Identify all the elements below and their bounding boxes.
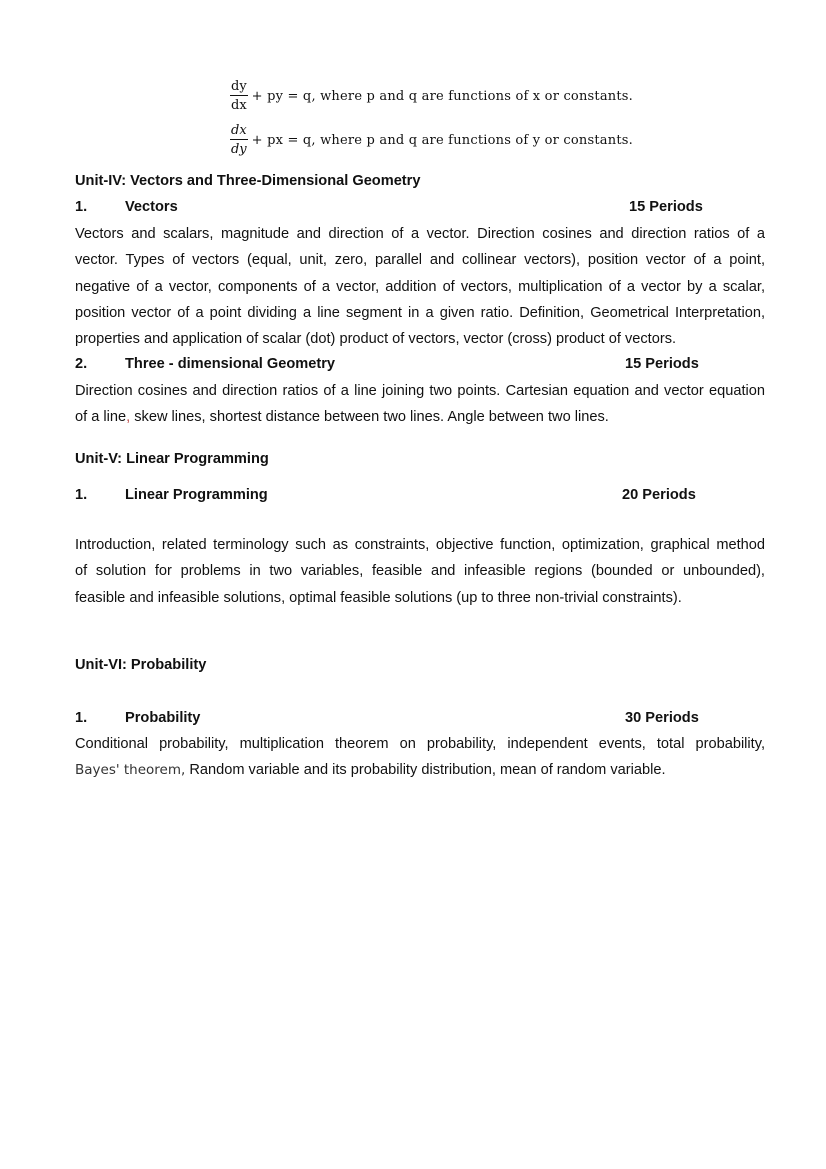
topic-periods: 15 Periods: [629, 199, 703, 215]
equation-1-numerator: dy: [231, 79, 247, 94]
equation-2-denominator: dy: [230, 142, 247, 157]
topic-number: 1.: [75, 487, 88, 503]
topic-periods: 15 Periods: [625, 356, 699, 372]
equation-2-text: + px = q, where p and q are functions of y or constants.: [251, 132, 633, 148]
equation-2-numerator: dx: [231, 123, 247, 138]
equation-1-denominator: dx: [231, 98, 247, 113]
description-line: [75, 757, 765, 783]
topic-title: Probability: [125, 710, 201, 726]
unit-4-heading: Unit-IV: Vectors and Three-Dimensional Geometry: [75, 173, 421, 189]
description-line: Introduction, related terminology such as constraints, objective function, optimization, graphical method: [75, 537, 765, 553]
equation-2: [230, 124, 633, 156]
unit-5-heading: Unit-V: Linear Programming: [75, 451, 269, 467]
description-line: Conditional probability, multiplication theorem on probability, independent events, total probability,: [75, 736, 765, 752]
description-text: of a line: [75, 409, 127, 426]
description-line: properties and application of scalar (dot) product of vectors, vector (cross) product of vectors.: [75, 331, 677, 348]
topic-periods: 30 Periods: [625, 710, 699, 726]
unit-4-topic-1-description: [75, 221, 765, 352]
unit-4-topic-2-description: [75, 378, 765, 431]
topic-title: Linear Programming: [125, 487, 268, 503]
topic-title: Vectors: [125, 199, 178, 215]
bayes-theorem-text: Bayes' theorem,: [75, 762, 186, 779]
description-line: Vectors and scalars, magnitude and direction of a vector. Direction cosines and direction ratios of a: [75, 226, 765, 242]
unit-4-topic-2-row: [75, 356, 775, 376]
topic-periods: 20 Periods: [622, 487, 696, 503]
description-line: of solution for problems in two variables, feasible and infeasible regions (bounded or unbounded),: [75, 563, 765, 580]
topic-title: Three - dimensional Geometry: [125, 356, 336, 372]
description-line: vector. Types of vectors (equal, unit, zero, parallel and collinear vectors), position vector of a point,: [75, 252, 765, 269]
description-line: Direction cosines and direction ratios of a line joining two points. Cartesian equation and vector equation: [75, 383, 765, 399]
description-line: position vector of a point dividing a line segment in a given ratio. Definition, Geometrical Interpretation,: [75, 304, 765, 321]
equation-1-fraction: [230, 80, 248, 112]
equation-1: [230, 80, 633, 112]
description-line: negative of a vector, components of a vector, addition of vectors, multiplication of a vector by a scalar,: [75, 278, 765, 295]
unit-6-heading: Unit-VI: Probability: [75, 657, 207, 673]
topic-number: 1.: [75, 710, 88, 726]
equation-1-text: + py = q, where p and q are functions of x or constants.: [251, 88, 633, 104]
description-text: skew lines, shortest distance between two lines. Angle between two lines.: [130, 409, 609, 426]
colored-comma: ,: [126, 409, 131, 426]
description-line: [75, 404, 765, 430]
equation-2-fraction: [230, 124, 248, 156]
description-text: Random variable and its probability distribution, mean of random variable.: [185, 762, 666, 779]
unit-5-topic-1-description: [75, 532, 765, 611]
unit-6-topic-1-row: [75, 710, 775, 730]
topic-number: 1.: [75, 199, 88, 215]
description-line: feasible and infeasible solutions, optimal feasible solutions (up to three non-trivial constraints).: [75, 589, 682, 606]
topic-number: 2.: [75, 356, 88, 372]
unit-6-topic-1-description: [75, 731, 765, 784]
unit-5-topic-1-row: [75, 487, 775, 507]
unit-4-topic-1-row: [75, 199, 775, 219]
